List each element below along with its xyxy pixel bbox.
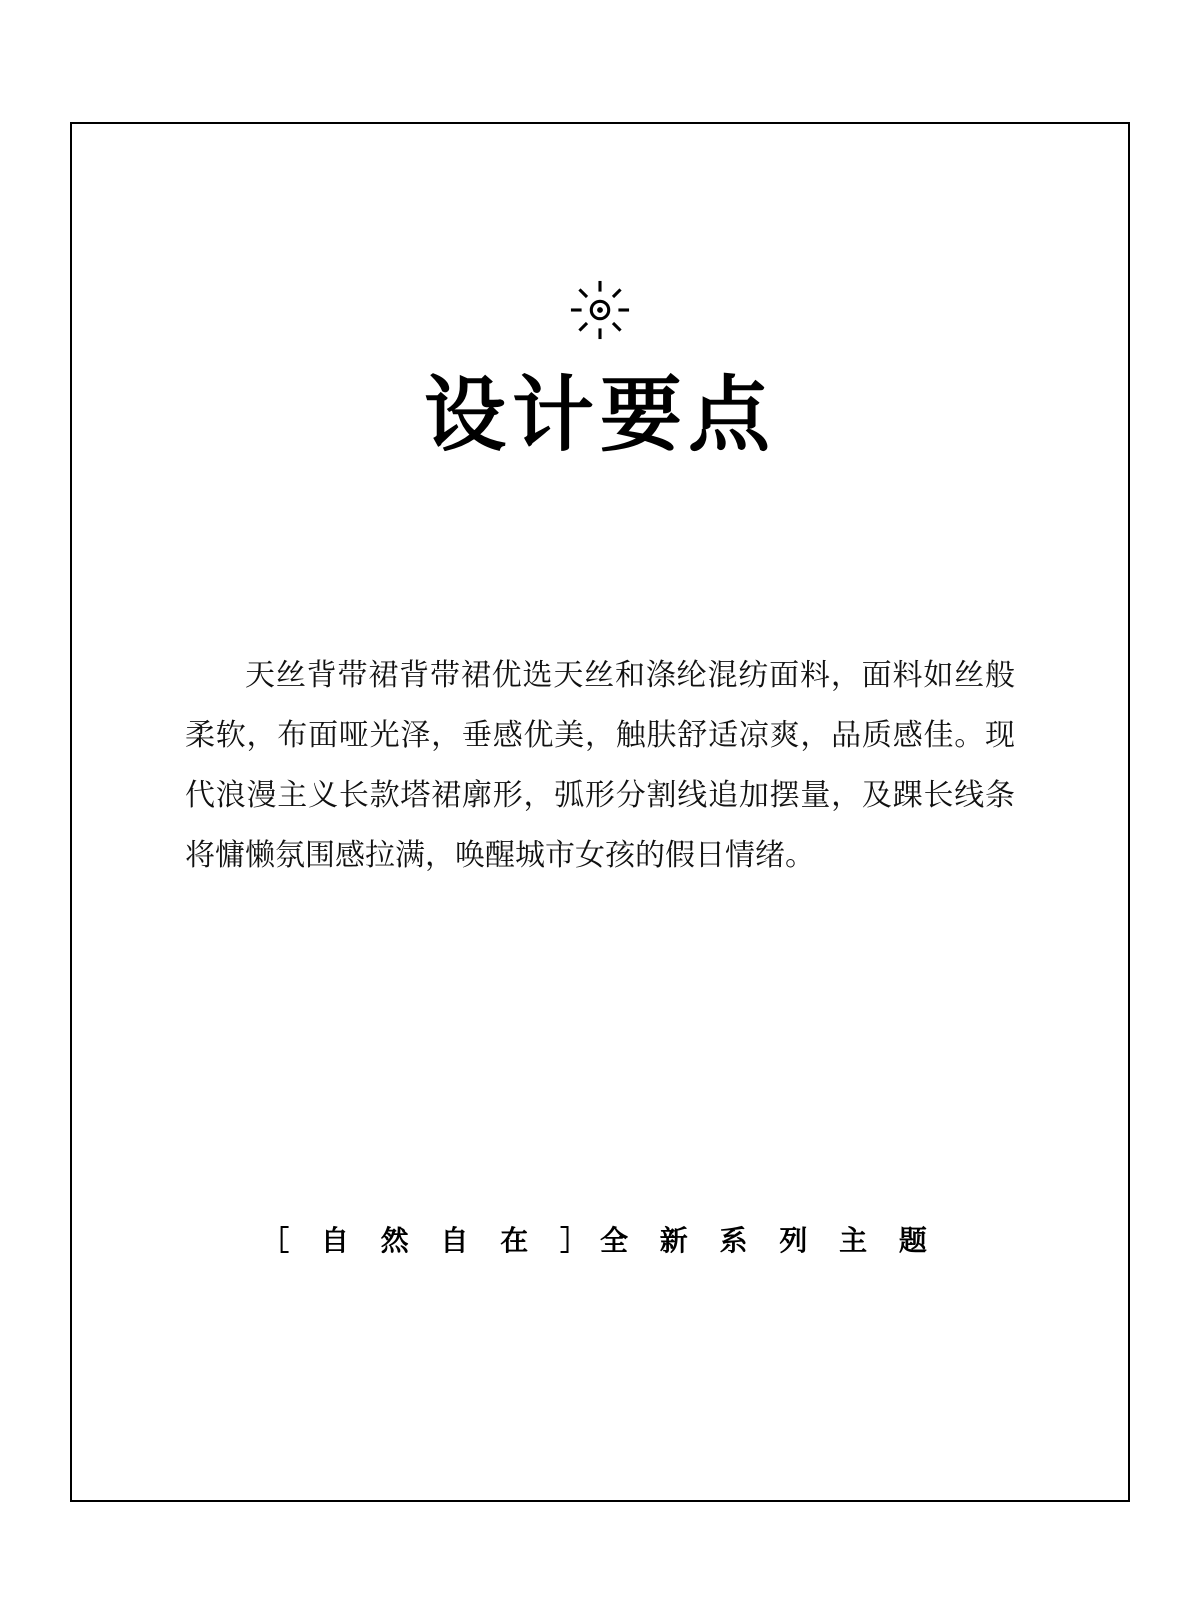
content-frame [70,122,1130,1502]
card-content [72,124,1128,1500]
page-title: 设计要点 [423,370,776,461]
description-paragraph: 天丝背带裙背带裙优选天丝和涤纶混纺面料，面料如丝般柔软，布面哑光泽，垂感优美，触肤舒适凉爽，品质感佳。现代浪漫主义长款塔裙廓形，弧形分割线追加摆量，及踝长线条将慵懒氛围感拉满，唤醒城市女孩的假日情绪。 [185,659,1015,873]
sun-icon [569,279,631,341]
series-theme-footer: ［ 自 然 自 在 ］全 新 系 列 主 题 [261,1225,939,1256]
